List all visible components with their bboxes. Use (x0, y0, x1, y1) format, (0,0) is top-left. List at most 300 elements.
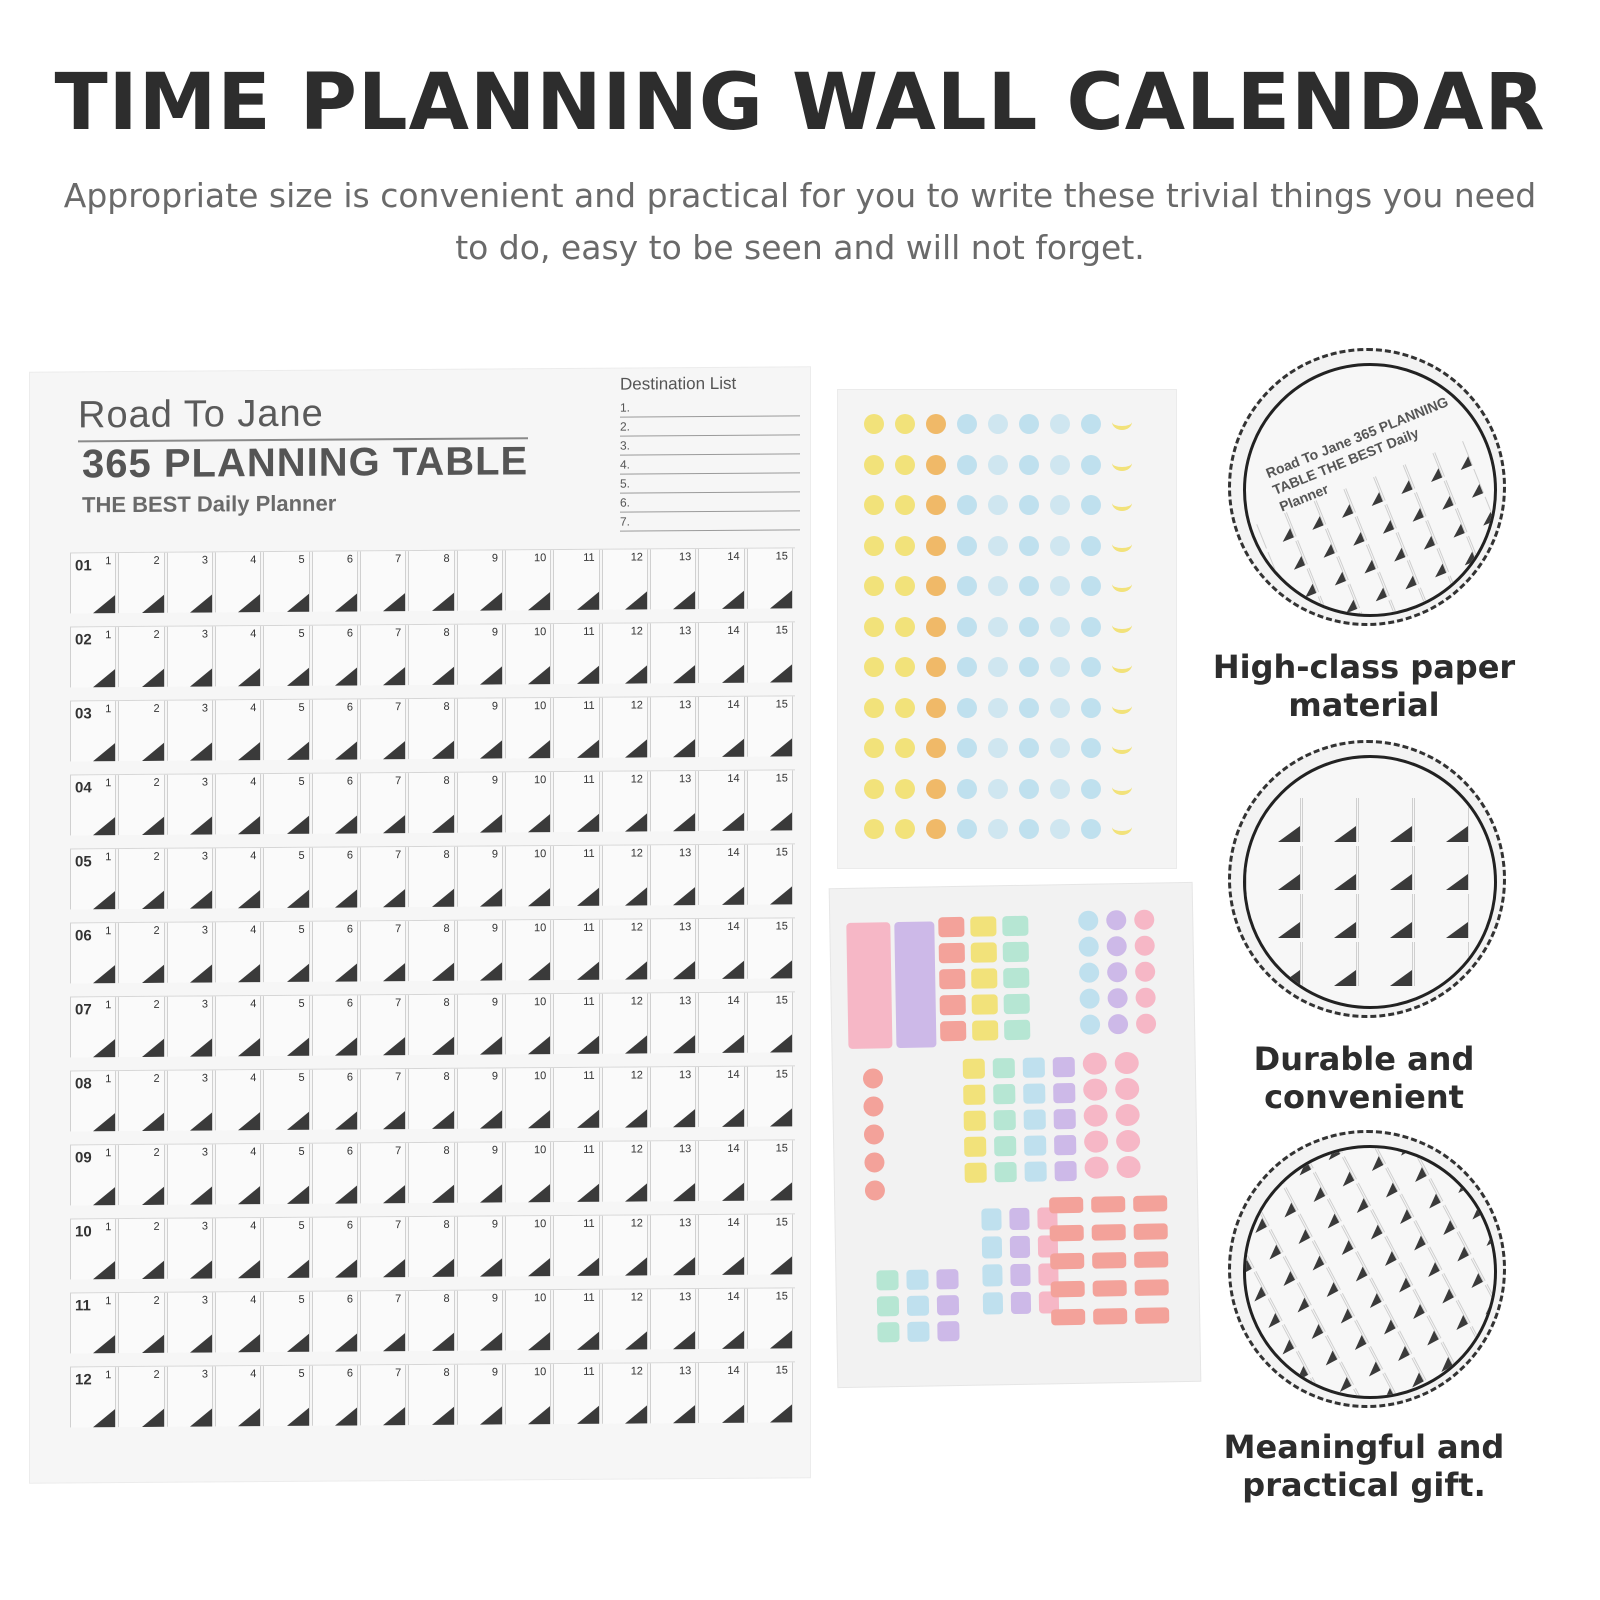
sticker-dot (957, 657, 977, 677)
day-number: 14 (727, 1068, 740, 1081)
day-number: 15 (775, 1216, 788, 1229)
sticker-label (938, 917, 964, 937)
closeup-cell (1358, 894, 1413, 938)
corner-triangle (577, 592, 599, 610)
corner-triangle (1279, 528, 1294, 542)
sticker-dot (1078, 911, 1098, 931)
feature-circle-paper (1228, 348, 1506, 626)
day-number: 7 (395, 997, 402, 1010)
corner-triangle (528, 1406, 550, 1424)
closeup-cell (1358, 798, 1413, 842)
corner-triangle (1479, 512, 1494, 526)
corner-triangle (93, 669, 115, 687)
day-cell (747, 1362, 793, 1422)
day-cell (698, 993, 744, 1053)
day-cell (70, 1367, 116, 1427)
corner-triangle (432, 1407, 454, 1425)
sticker-dot (864, 819, 884, 839)
day-number: 14 (727, 624, 740, 637)
corner-triangle (1390, 874, 1412, 890)
sticker-label (876, 1270, 898, 1290)
day-number: 7 (395, 1071, 402, 1084)
day-number: 10 (534, 996, 547, 1009)
day-cell (650, 1067, 696, 1127)
sticker-dot (1112, 455, 1132, 471)
corner-triangle (238, 742, 260, 760)
sticker-dot (1079, 963, 1099, 983)
day-cell (263, 848, 309, 908)
corner-triangle (1263, 1382, 1279, 1397)
sticker-dot (895, 536, 915, 556)
day-cell (747, 770, 793, 830)
corner-triangle (625, 961, 647, 979)
corner-triangle (1350, 1335, 1366, 1350)
day-cell (698, 623, 744, 683)
closeup-cell (1302, 798, 1357, 842)
corner-triangle (1308, 1256, 1324, 1271)
sticker-label (1054, 1161, 1076, 1181)
day-cell (698, 1289, 744, 1349)
day-number: 4 (250, 1146, 257, 1159)
sticker-dot (988, 617, 1008, 637)
day-cell (70, 1219, 116, 1279)
corner-triangle (335, 1037, 357, 1055)
day-number: 13 (679, 1069, 692, 1082)
corner-triangle (93, 1261, 115, 1279)
closeup-cell (1358, 942, 1413, 986)
day-number: 14 (727, 1364, 740, 1377)
corner-triangle (1410, 1167, 1426, 1182)
day-cell (118, 849, 164, 909)
sticker-dot (1081, 495, 1101, 515)
day-number: 11 (583, 921, 595, 934)
corner-triangle (1334, 826, 1356, 842)
sticker-dot (988, 819, 1008, 839)
day-number: 13 (679, 699, 692, 712)
corner-triangle (383, 667, 405, 685)
day-number: 12 (630, 1217, 643, 1230)
sticker-dot (988, 495, 1008, 515)
day-number: 6 (346, 627, 353, 640)
corner-triangle (1390, 826, 1412, 842)
day-cell (505, 698, 551, 758)
corner-triangle (1279, 1271, 1295, 1286)
day-cell (602, 993, 648, 1053)
day-number: 10 (534, 626, 547, 639)
corner-triangle (1483, 1163, 1497, 1178)
corner-triangle (1352, 1198, 1368, 1213)
month-row (70, 1065, 795, 1133)
sticker-dot (1116, 1156, 1140, 1178)
sticker-dot (926, 698, 946, 718)
day-cell (650, 1363, 696, 1423)
corner-triangle (383, 815, 405, 833)
day-cell (70, 627, 116, 687)
calendar-poster (30, 367, 810, 1482)
day-number: 4 (250, 702, 257, 715)
corner-triangle (770, 960, 792, 978)
corner-triangle (770, 1034, 792, 1052)
day-number: 15 (775, 624, 788, 637)
day-cell (215, 922, 261, 982)
day-number: 10 (534, 1218, 547, 1231)
sticker-dot (1080, 1014, 1100, 1034)
day-number: 11 (583, 625, 595, 638)
day-number: 3 (201, 1220, 208, 1233)
sticker-dot (864, 698, 884, 718)
corner-triangle (1334, 874, 1356, 890)
day-number: 4 (250, 1220, 257, 1233)
corner-triangle (1338, 1172, 1354, 1187)
corner-triangle (383, 963, 405, 981)
sticker-dot (988, 657, 1008, 677)
day-cell (698, 1363, 744, 1423)
day-number: 14 (727, 698, 740, 711)
corner-triangle (1451, 1384, 1467, 1399)
day-number: 15 (775, 698, 788, 711)
day-cell (215, 774, 261, 834)
corner-triangle (190, 816, 212, 834)
corner-triangle (1266, 1176, 1282, 1191)
destination-line: 3. (620, 435, 800, 455)
sticker-dot (1112, 495, 1132, 511)
day-cell (553, 624, 599, 684)
day-number: 12 (630, 625, 643, 638)
corner-triangle (432, 815, 454, 833)
feature-label-paper: High-class paper material (1212, 648, 1516, 724)
month-label: 04 (75, 779, 92, 797)
day-cell (312, 551, 358, 611)
day-cell (698, 1141, 744, 1201)
day-cell (553, 846, 599, 906)
corner-triangle (1454, 1178, 1470, 1193)
sticker-dot (1019, 576, 1039, 596)
corner-triangle (1251, 1218, 1267, 1233)
day-number: 14 (727, 994, 740, 1007)
destination-line: 4. (620, 454, 800, 474)
day-number: 1 (105, 925, 112, 938)
day-number: 4 (250, 554, 257, 567)
corner-triangle (1425, 1194, 1441, 1209)
day-number: 2 (153, 702, 160, 715)
day-cell (118, 553, 164, 613)
corner-triangle (93, 1039, 115, 1057)
corner-triangle (287, 1408, 309, 1426)
sticker-label (1050, 1253, 1084, 1270)
sticker-tab (846, 922, 892, 1049)
month-row (70, 621, 795, 689)
month-label: 01 (75, 557, 92, 575)
day-cell (408, 1291, 454, 1351)
day-number: 2 (153, 998, 160, 1011)
day-number: 6 (346, 849, 353, 862)
destination-line: 1. (620, 397, 800, 417)
day-number: 5 (298, 627, 305, 640)
day-cell (70, 775, 116, 835)
sticker-dot (957, 617, 977, 637)
sticker-dot (926, 414, 946, 434)
sticker-dot (864, 738, 884, 758)
day-number: 1 (105, 777, 112, 790)
day-cell (118, 1145, 164, 1205)
sticker-label (1003, 942, 1029, 962)
corner-triangle (432, 963, 454, 981)
sticker-dot (864, 536, 884, 556)
month-row (70, 1213, 795, 1281)
corner-triangle (770, 1330, 792, 1348)
corner-triangle (577, 1110, 599, 1128)
corner-triangle (722, 739, 744, 757)
corner-triangle (1351, 1267, 1367, 1282)
corner-triangle (625, 887, 647, 905)
sticker-label (877, 1322, 899, 1342)
month-row (70, 1361, 795, 1429)
day-number: 10 (534, 1292, 547, 1305)
day-number: 11 (583, 1069, 595, 1082)
sticker-dot (1106, 910, 1126, 930)
sticker-label (1051, 1281, 1085, 1298)
sticker-dot (957, 414, 977, 434)
corner-triangle (287, 1112, 309, 1130)
day-number: 1 (105, 851, 112, 864)
day-cell (408, 1365, 454, 1425)
day-number: 7 (395, 1145, 402, 1158)
corner-triangle (528, 1110, 550, 1128)
corner-triangle (238, 594, 260, 612)
month-row (70, 769, 795, 837)
day-number: 8 (443, 996, 450, 1009)
day-cell (457, 1142, 503, 1202)
corner-triangle (528, 888, 550, 906)
closeup-cell (1302, 894, 1357, 938)
sticker-dot (1112, 819, 1132, 835)
corner-triangle (1481, 1300, 1497, 1315)
corner-triangle (1424, 1262, 1440, 1277)
month-label: 03 (75, 705, 92, 723)
day-number: 12 (630, 921, 643, 934)
corner-triangle (335, 1259, 357, 1277)
day-cell (263, 1218, 309, 1278)
day-number: 7 (395, 1293, 402, 1306)
feature-label-gift: Meaningful and practical gift. (1223, 1428, 1505, 1504)
corner-triangle (1307, 1324, 1323, 1339)
month-label: 07 (75, 1001, 92, 1019)
day-cell (167, 626, 213, 686)
corner-triangle (722, 887, 744, 905)
day-cell (118, 701, 164, 761)
corner-triangle (1265, 1245, 1281, 1260)
destination-list (620, 373, 800, 531)
corner-triangle (238, 1038, 260, 1056)
day-number: 6 (346, 1367, 353, 1380)
corner-triangle (190, 1038, 212, 1056)
sticker-dot (926, 455, 946, 475)
corner-triangle (722, 961, 744, 979)
headline: TIME PLANNING WALL CALENDAR (54, 58, 1546, 148)
corner-triangle (673, 961, 695, 979)
sticker-dot (864, 779, 884, 799)
sticker-dot (1112, 414, 1132, 430)
day-cell (650, 623, 696, 683)
sticker-sheet-dots (838, 390, 1176, 868)
day-cell (215, 1292, 261, 1352)
day-number: 3 (201, 628, 208, 641)
day-cell (215, 996, 261, 1056)
day-number: 13 (679, 773, 692, 786)
day-cell (505, 920, 551, 980)
corner-triangle (770, 1256, 792, 1274)
day-number: 12 (630, 847, 643, 860)
day-number: 2 (153, 1368, 160, 1381)
day-cell (650, 1141, 696, 1201)
sticker-dot (895, 819, 915, 839)
day-number: 9 (491, 996, 498, 1009)
sticker-dot (895, 455, 915, 475)
sticker-dot (864, 576, 884, 596)
day-number: 15 (775, 550, 788, 563)
corner-triangle (142, 1261, 164, 1279)
corner-triangle (335, 667, 357, 685)
corner-triangle (1461, 552, 1476, 566)
day-number: 15 (775, 920, 788, 933)
sticker-label (1024, 1135, 1046, 1155)
day-number: 8 (443, 1144, 450, 1157)
day-number: 4 (250, 1294, 257, 1307)
corner-triangle (1294, 1229, 1310, 1244)
corner-triangle (190, 594, 212, 612)
corner-triangle (1495, 1326, 1497, 1341)
month-row (70, 547, 795, 615)
sticker-dot (895, 617, 915, 637)
destination-line: 6. (620, 492, 800, 512)
corner-triangle (1324, 1145, 1340, 1160)
sticker-dot (1050, 455, 1070, 475)
corner-triangle (142, 1039, 164, 1057)
sticker-sheet-labels (830, 883, 1201, 1387)
closeup-cell (1414, 942, 1469, 986)
sticker-label (1092, 1252, 1126, 1269)
corner-triangle (673, 1183, 695, 1201)
sticker-dot (1050, 536, 1070, 556)
sticker-label (1009, 1208, 1029, 1230)
day-number: 1 (105, 1221, 112, 1234)
corner-triangle (190, 1112, 212, 1130)
sticker-dot (1081, 657, 1101, 677)
sticker-label (971, 968, 997, 988)
day-cell (312, 625, 358, 685)
day-cell (457, 1290, 503, 1350)
day-number: 6 (346, 1293, 353, 1306)
day-cell (457, 846, 503, 906)
month-row (70, 843, 795, 911)
month-row (70, 1139, 795, 1207)
day-number: 15 (775, 994, 788, 1007)
closeup-cell (1246, 846, 1301, 890)
sticker-dot (988, 779, 1008, 799)
corner-triangle (1264, 1313, 1280, 1328)
month-row (70, 917, 795, 985)
sticker-dot (926, 819, 946, 839)
day-number: 5 (298, 1071, 305, 1084)
day-cell (263, 1070, 309, 1130)
sticker-dot (895, 698, 915, 718)
day-number: 6 (346, 553, 353, 566)
sticker-label (1004, 994, 1030, 1014)
corner-triangle (673, 1109, 695, 1127)
corner-triangle (722, 1405, 744, 1423)
corner-triangle (238, 816, 260, 834)
day-number: 14 (727, 772, 740, 785)
day-cell (457, 698, 503, 758)
day-number: 1 (105, 629, 112, 642)
day-number: 8 (443, 774, 450, 787)
sticker-label (1093, 1308, 1127, 1325)
sticker-dot (1108, 1014, 1128, 1034)
day-cell (747, 918, 793, 978)
corner-triangle (335, 1111, 357, 1129)
corner-triangle (335, 889, 357, 907)
day-cell (698, 1215, 744, 1275)
corner-triangle (383, 1333, 405, 1351)
corner-triangle (432, 1259, 454, 1277)
sticker-dot (1134, 910, 1154, 930)
sticker-dot (1112, 738, 1132, 754)
sticker-label (1023, 1057, 1045, 1077)
day-number: 10 (534, 700, 547, 713)
day-cell (747, 992, 793, 1052)
corner-triangle (770, 664, 792, 682)
sticker-dot (1081, 576, 1101, 596)
day-cell (602, 1363, 648, 1423)
day-cell (553, 1216, 599, 1276)
closeup-cell (1358, 846, 1413, 890)
corner-triangle (528, 1184, 550, 1202)
corner-triangle (1446, 970, 1468, 986)
corner-triangle (577, 1406, 599, 1424)
corner-triangle (93, 817, 115, 835)
corner-triangle (190, 668, 212, 686)
corner-triangle (1367, 1156, 1383, 1171)
sticker-dot (926, 495, 946, 515)
corner-triangle (287, 1334, 309, 1352)
sticker-dot (1083, 1104, 1107, 1126)
corner-triangle (722, 1331, 744, 1349)
sticker-label (877, 1296, 899, 1316)
day-cell (263, 922, 309, 982)
sticker-label (964, 1163, 986, 1183)
corner-triangle (1278, 922, 1300, 938)
corner-triangle (1290, 556, 1305, 570)
corner-triangle (722, 813, 744, 831)
day-cell (553, 1290, 599, 1350)
poster-title: 365 PLANNING TABLE (82, 439, 529, 487)
day-cell (457, 994, 503, 1054)
sticker-dot (1084, 1156, 1108, 1178)
sticker-dot (1083, 1078, 1107, 1100)
corner-triangle (625, 1331, 647, 1349)
sticker-dot (1050, 414, 1070, 434)
durable-closeup (1243, 755, 1497, 1009)
day-cell (408, 699, 454, 759)
corner-triangle (625, 1405, 647, 1423)
closeup-cell (1414, 798, 1469, 842)
sticker-dot (864, 617, 884, 637)
day-number: 13 (679, 847, 692, 860)
corner-triangle (528, 962, 550, 980)
corner-triangle (1440, 1152, 1456, 1167)
corner-triangle (1438, 1289, 1454, 1304)
sticker-dot (988, 576, 1008, 596)
